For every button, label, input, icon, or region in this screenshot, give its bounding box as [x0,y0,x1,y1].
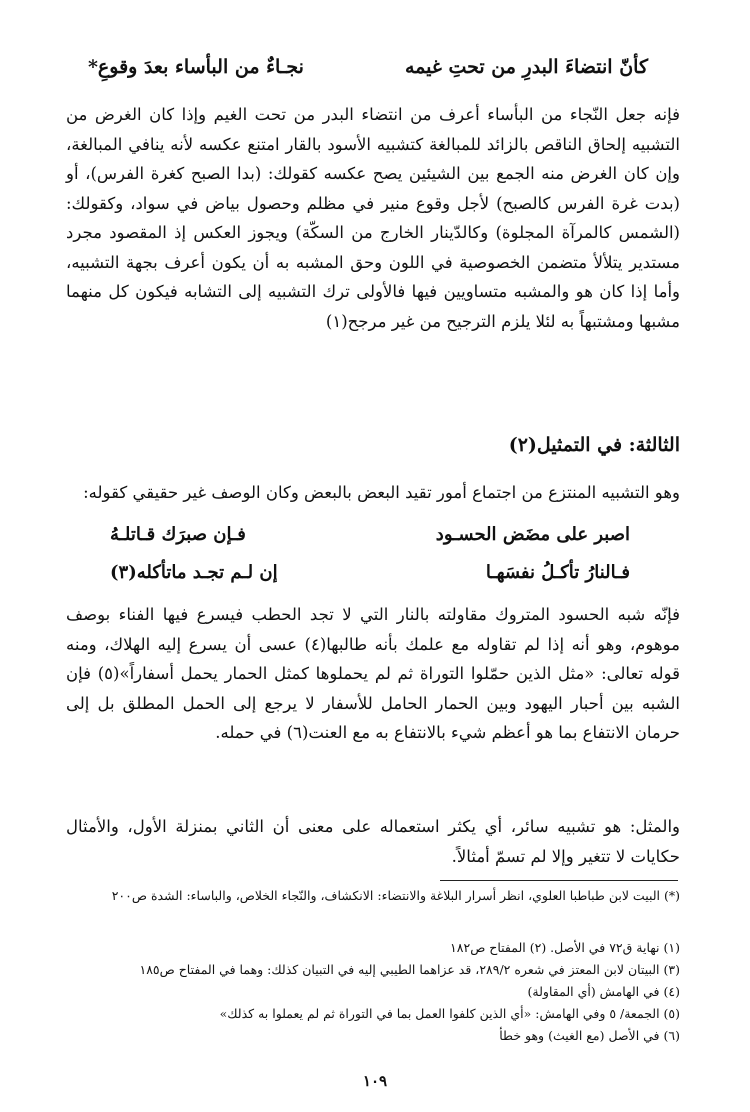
couplet-line-2 [110,562,630,583]
footnote-4: (٤) في الهامش (أي المقاولة) [527,984,680,999]
couplet-line-2-first-hemistich: فـالنارُ تأكـلُ نفسَهـا [485,562,630,583]
footnote-5: (٥) الجمعة/ ٥ وفي الهامش: «أي الذين كلفوا العمل بما في التوراة ثم لم يعملوا به كذلك» [219,1006,680,1021]
page-number: ١٠٩ [362,1072,388,1090]
paragraph-tamthil-definition: وهو التشبيه المنتزع من اجتماع أمور تقيد البعض بالبعض وكان الوصف غير حقيقي كقوله: [83,483,680,502]
section-heading-tamthil: الثالثة: في التمثيل(٢) [508,434,680,456]
couplet-line-2-second-hemistich: إن لـم تجـد ماتأكله(٣) [110,562,278,583]
paragraph-explanation: فإنّه شبه الحسود المتروك مقاولته بالنار التي لا تجد الحطب فيسرع فيها الفناء بوصف موهوم، وهو أنه إذا لم تقاوله مع علمك بأنه طالبها(٤) عسى أن يسرع إليه الهلاك، ومنه قوله تعالى: «مثل الذين حمّلوا التوراة ثم لم يحملوها كمثل الحمار يحمل أسفاراً»(٥) فإن الشبه بين أحبار اليهود وبين الحمار الحامل للأسفار لا يرجع إلى الحمل المطلق بل إلى حرمان الانتفاع بما هو أعظم شيء بالانتفاع به مع العنت(٦) في حمله. [66,605,680,742]
couplet-line-1-first-hemistich: اصبر على مضَض الحسـود [435,524,630,545]
couplet-line-1 [110,524,630,545]
footnote-separator [440,880,678,881]
paragraph-reversal-of-simile: فإنه جعل النّجاء من البأساء أعرف من انتضاء البدر من تحت الغيم وإذا كان الغرض من التشبيه إلحاق الناقص بالزائد للمبالغة كتشبيه الأسود بالقار امتنع عكسه لأنه ينافي المبالغة، وإن كان الغرض منه الجمع بين الشيئين يصح عكسه كقولك: (بدا الصبح كغرة الفرس)، أو (بدت غرة الفرس كالصبح) لأجل وقوع منير في مظلم وحصول بياض في سواد، وكقولك: (الشمس كالمرآة المجلوة) وكالدّينار الخارج من السكّة) ويجوز العكس إذ المقصود مجرد مستدير يتلألأ متضمن الخصوصية في اللون وحق المشبه به أن يكون أعرف بجهة التشبيه، وأما إذا كان هو والمشبه متساويين فيها فالأولى ترك التشبيه إلى التشابه فيكون كل منهما مشبها ومشتبهاً به لئلا يلزم الترجيح من غير مرجح(١) [66,105,680,331]
opening-verse-second-hemistich: نجـاءٌ من البأساء بعدَ وقوعِ* [88,56,304,78]
footnote-1-2: (١) نهاية ق٧٢ في الأصل. (٢) المفتاح ص١٨٢ [450,940,680,955]
couplet-line-1-second-hemistich: فـإن صبرَك قـاتلـهُ [110,524,246,545]
opening-verse-first-hemistich: كأنّ انتضاءَ البدرِ من تحتِ غيمه [404,56,648,78]
opening-verse [88,56,648,78]
footnote-3: (٣) البيتان لابن المعتز في شعره ٢٨٩/٢، قد عزاهما الطيبي إليه في التبيان كذلك: وهما في المفتاح ص١٨٥ [139,962,680,977]
footnote-6: (٦) في الأصل (مع الغيث) وهو خطأ [499,1028,680,1043]
footnote-star: (*) البيت لابن طباطبا العلوي، انظر أسرار البلاغة والانتضاء: الانكشاف، والنّجاء الخلاص، والباساء: الشدة ص٢٠٠ [111,888,680,903]
paragraph-mathal-definition: والمثل: هو تشبيه سائر، أي يكثر استعماله على معنى أن الثاني بمنزلة الأول، والأمثال حكايات لا تتغير وإلا لم تسمّ أمثالاً. [66,817,680,866]
